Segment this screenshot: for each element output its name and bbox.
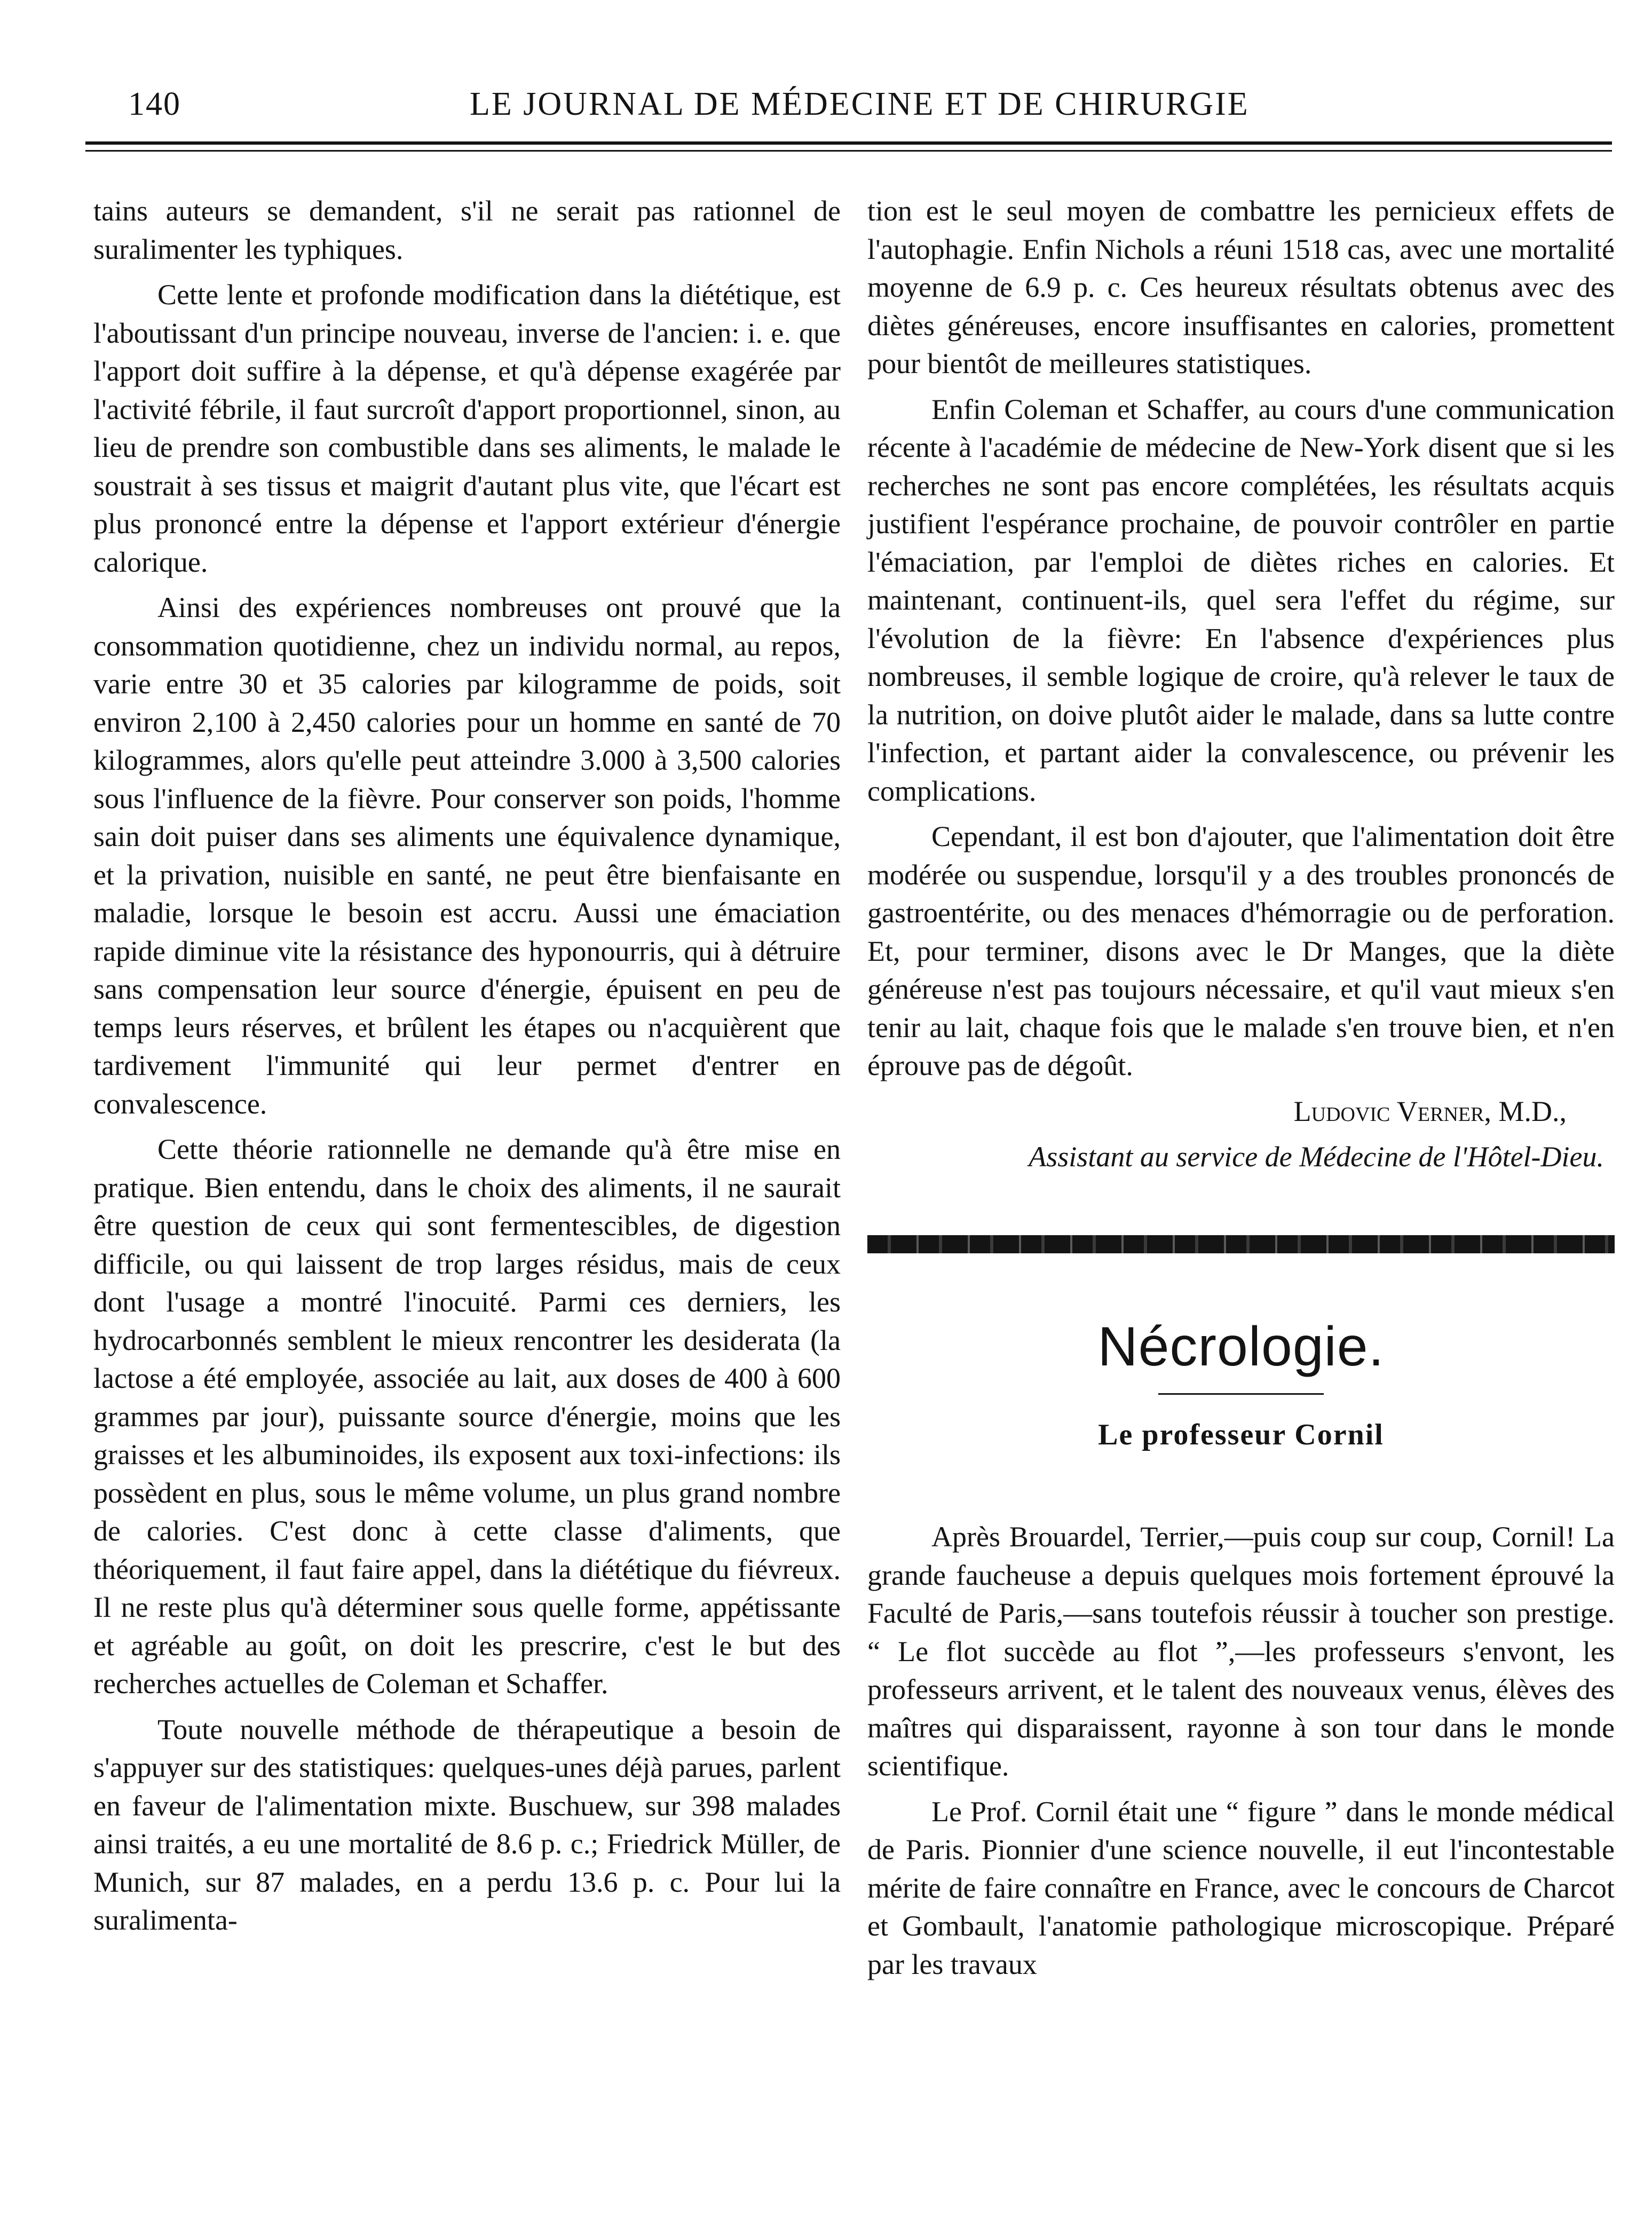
paragraph: Cette théorie rationnelle ne demande qu'à être mise en pratique. Bien entendu, dans le choix des aliments, il ne saurait être question de ceux qui sont fermentescibles, de digestion difficile, ou qui laissent de trop larges résidus, mais de ceux dont l'usage a montré l'inocuité. Parmi ces derniers, les hydrocarbonnés semblent le mieux rencontrer les desiderata (la lactose a été employée, associée au lait, aux doses de 400 à 600 grammes par jour), puissante source d'énergie, moins que les graisses et les albuminoides, ils exposent aux toxi-infections: ils possèdent en plus, sous le même volume, un plus grand nombre de calories. C'est donc à cette classe d'aliments, que théoriquement, il faut faire appel, dans la diététique du fiévreux. Il ne reste plus qu'à déterminer sous quelle forme, appétissante et agréable au goût, on doit les prescrire, c'est le but des recherches actuelles de Coleman et Schaffer. (93, 1133, 841, 1700)
paragraph: tion est le seul moyen de combattre les pernicieux effets de l'autophagie. Enfin Nichols a réuni 1518 cas, avec une mortalité moyenne de 6.9 p. c. Ces heureux résultats obtenus avec des diètes généreuses, encore insuffisantes en calories, promettent pour bientôt de meilleures statistiques. (867, 195, 1615, 380)
author-affiliation: Assistant au service de Médecine de l'Hôtel-Dieu. (1029, 1141, 1604, 1173)
section-heading: Nécrologie. (1097, 1315, 1385, 1378)
page-header (85, 80, 1612, 123)
ornamental-divider (867, 1235, 1615, 1253)
page-number: 140 (128, 86, 181, 122)
paragraph: tains auteurs se demandent, s'il ne serait pas rationnel de suralimenter les typhiques. (93, 195, 841, 265)
right-column (867, 192, 1615, 1991)
paragraph: Le Prof. Cornil était une “ figure ” dans le monde médical de Paris. Pionnier d'une science nouvelle, il eut l'incontestable mérite de faire connaître en France, avec le concours de Charcot et Gombault, l'anatomie pathologique microscopique. Préparé par les travaux (867, 1795, 1615, 1980)
paragraph: Ainsi des expériences nombreuses ont prouvé que la consommation quotidienne, chez un individu normal, au repos, varie entre 30 et 35 calories par kilogramme de poids, soit environ 2,100 à 2,450 calories pour un homme en santé de 70 kilogrammes, alors qu'elle peut atteindre 3.000 à 3,500 calories sous l'influence de la fièvre. Pour conserver son poids, l'homme sain doit puiser dans ses aliments une équivalence dynamique, et la privation, nuisible en santé, ne peut être bienfaisante en maladie, lorsque le besoin est accru. Aussi une émaciation rapide diminue vite la résistance des hyponourris, qui à détruire sans compensation leur source d'énergie, épuisent en peu de temps leurs réserves, et brûlent les étapes ou n'acquièrent que tardivement l'immunité qui leur permet d'entrer en convalescence. (93, 591, 841, 1120)
paragraph: Cependant, il est bon d'ajouter, que l'alimentation doit être modérée ou suspendue, lorsqu'il y a des troubles prononcés de gastroentérite, ou des menaces d'hémorragie ou de perforation. Et, pour terminer, disons avec le Dr Manges, que la diète généreuse n'est pas toujours nécessaire, et qu'il vaut mieux s'en tenir au lait, chaque fois que le malade s'en trouve bien, et n'en éprouve pas de dégoût. (867, 820, 1615, 1081)
header-rule (85, 141, 1612, 152)
paragraph: Cette lente et profonde modification dans la diététique, est l'aboutissant d'un principe nouveau, inverse de l'ancien: i. e. que l'apport doit suffire à la dépense, et qu'à dépense exagérée par l'activité fébrile, il faut surcroît d'apport proportionnel, sinon, au lieu de prendre son combustible dans ses aliments, le malade le soustrait à ses tissus et maigrit d'autant plus vite, que l'écart est plus prononcé entre la dépense et l'apport extérieur d'énergie calorique. (93, 279, 841, 578)
section-rule (1158, 1393, 1324, 1395)
paragraph: Toute nouvelle méthode de thérapeutique a besoin de s'appuyer sur des statistiques: quelques-unes déjà parues, parlent en faveur de l'alimentation mixte. Buschuew, sur 398 malades ainsi traités, a eu une mortalité de 8.6 p. c.; Friedrick Müller, de Munich, sur 87 malades, en a perdu 13.6 p. c. Pour lui la suralimenta- (93, 1713, 841, 1936)
paragraph: Enfin Coleman et Schaffer, au cours d'une communication récente à l'académie de médecine de New-York disent que si les recherches ne sont pas encore complétées, les résultats acquis justifient l'espérance prochaine, de pouvoir contrôler en partie l'émaciation, par l'emploi de diètes riches en calories. Et maintenant, continuent-ils, quel sera l'effet du régime, sur l'évolution de la fièvre: En l'absence d'expériences plus nombreuses, il semble logique de croire, qu'à relever le taux de la nutrition, on doive plutôt aider le malade, dans sa lutte contre l'infection, et partant aider la convalescence, ou prévenir les complications. (867, 393, 1615, 807)
running-title: LE JOURNAL DE MÉDECINE ET DE CHIRURGIE (470, 86, 1250, 122)
author-signature: Ludovic Verner, M.D., (1293, 1095, 1567, 1127)
paragraph: Après Brouardel, Terrier,—puis coup sur coup, Cornil! La grande faucheuse a depuis quelques mois fortement éprouvé la Faculté de Paris,—sans toutefois réussir à toucher son prestige. “ Le flot succède au flot ”,—les professeurs s'envont, les professeurs arrivent, et le talent des nouveaux venus, élèves des maîtres qui disparaissent, rayonne à son tour dans le monde scientifique. (867, 1521, 1615, 1782)
left-column (93, 192, 841, 1947)
article-subheading: Le professeur Cornil (1098, 1418, 1384, 1451)
